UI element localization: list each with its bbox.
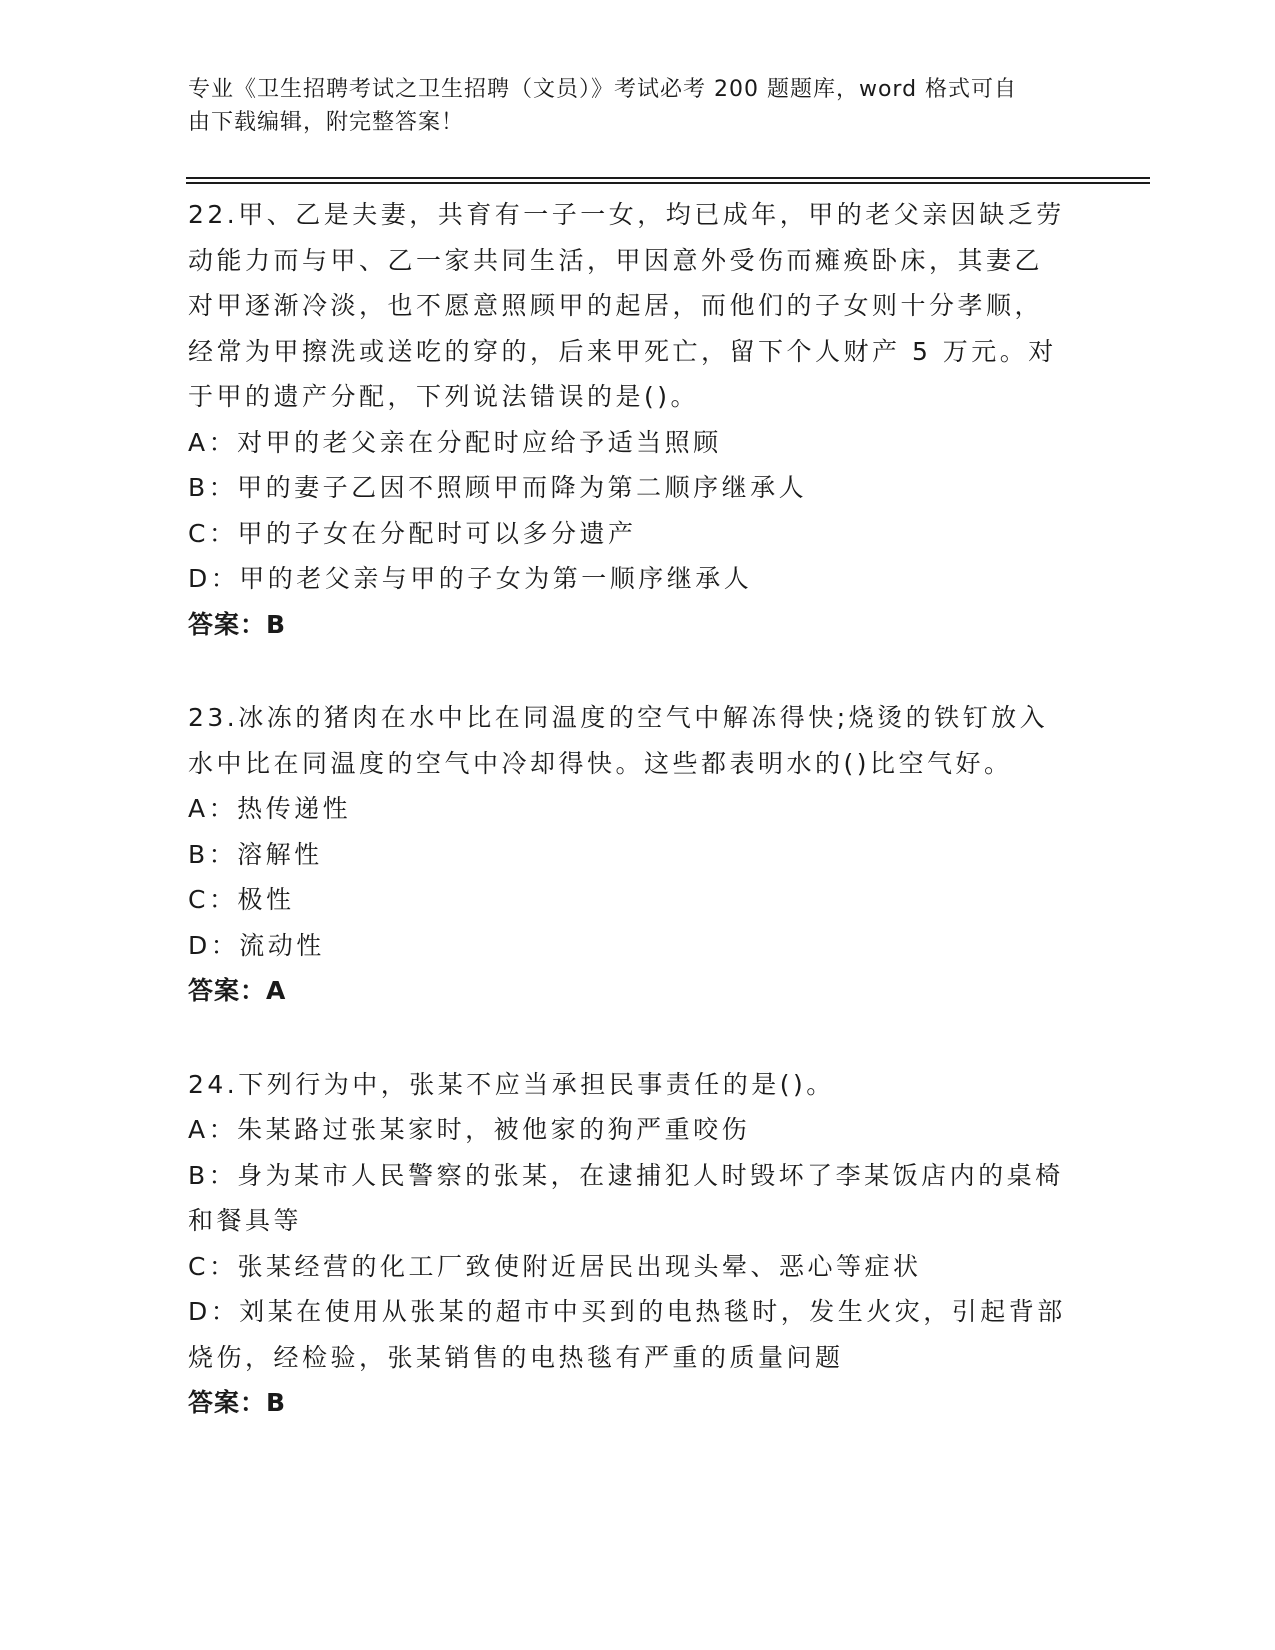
question-list (188, 192, 1088, 1474)
option-text: A：朱某路过张某家时，被他家的狗严重咬伤 (188, 1115, 751, 1144)
option-c (188, 1244, 1088, 1290)
option-text: C：张某经营的化工厂致使附近居民出现头晕、恶心等症状 (188, 1251, 922, 1281)
option-text: A：热传递性 (188, 794, 352, 823)
stem-line: 22.甲、乙是夫妻，共育有一子一女，均已成年，甲的老父亲因缺乏劳 (188, 200, 1065, 229)
stem-line: 水中比在同温度的空气中冷却得快。这些都表明水的()比空气好。 (188, 748, 1013, 778)
option-a (188, 1107, 1088, 1153)
option-text: 烧伤，经检验，张某销售的电热毯有严重的质量问题 (188, 1342, 844, 1372)
answer-label: 答案：B (188, 609, 287, 639)
option-d (188, 923, 1088, 969)
header-divider-bottom (186, 182, 1150, 184)
stem-line: 动能力而与甲、乙一家共同生活，甲因意外受伤而瘫痪卧床，其妻乙 (188, 245, 1044, 275)
option-b (188, 832, 1088, 878)
stem-line: 24.下列行为中，张某不应当承担民事责任的是()。 (188, 1069, 835, 1099)
stem-line: 于甲的遗产分配，下列说法错误的是()。 (188, 382, 700, 411)
stem-line: 对甲逐渐冷淡，也不愿意照顾甲的起居，而他们的子女则十分孝顺， (188, 291, 1044, 320)
option-b (188, 465, 1088, 511)
question-23 (188, 695, 1088, 1014)
option-text: B：溶解性 (188, 839, 323, 869)
option-c (188, 877, 1088, 923)
option-text: C：极性 (188, 885, 295, 914)
option-text: C：甲的子女在分配时可以多分遗产 (188, 518, 637, 548)
question-22 (188, 192, 1088, 647)
option-text: 和餐具等 (188, 1206, 303, 1235)
option-c (188, 511, 1088, 557)
option-text: A：对甲的老父亲在分配时应给予适当照顾 (188, 427, 722, 457)
stem-line: 23.冰冻的猪肉在水中比在同温度的空气中解冻得快;烧烫的铁钉放入 (188, 703, 1049, 732)
question-stem (188, 1062, 1088, 1108)
option-text: D：甲的老父亲与甲的子女为第一顺序继承人 (188, 564, 753, 593)
question-24 (188, 1062, 1088, 1426)
header-line-2: 由下载编辑，附完整答案！ (188, 110, 465, 135)
option-a (188, 786, 1088, 832)
option-text: D：流动性 (188, 930, 325, 960)
question-stem (188, 192, 1088, 420)
option-b (188, 1153, 1088, 1244)
question-stem (188, 695, 1088, 786)
option-d (188, 556, 1088, 602)
option-d (188, 1289, 1088, 1380)
option-text: B：身为某市人民警察的张某，在逮捕犯人时毁坏了李某饭店内的桌椅 (188, 1160, 1064, 1190)
stem-line: 经常为甲擦洗或送吃的穿的，后来甲死亡，留下个人财产 5 万元。对 (188, 336, 1057, 366)
header-divider-top (186, 177, 1150, 179)
option-text: B：甲的妻子乙因不照顾甲而降为第二顺序继承人 (188, 473, 808, 502)
answer-label: 答案：A (188, 976, 287, 1005)
document-header (188, 73, 1068, 139)
header-line-1: 专业《卫生招聘考试之卫生招聘（文员）》考试必考 200 题题库，word 格式可自 (188, 77, 1018, 102)
option-a (188, 420, 1088, 466)
answer-label: 答案：B (188, 1388, 287, 1417)
option-text: D：刘某在使用从张某的超市中买到的电热毯时，发生火灾，引起背部 (188, 1297, 1066, 1326)
